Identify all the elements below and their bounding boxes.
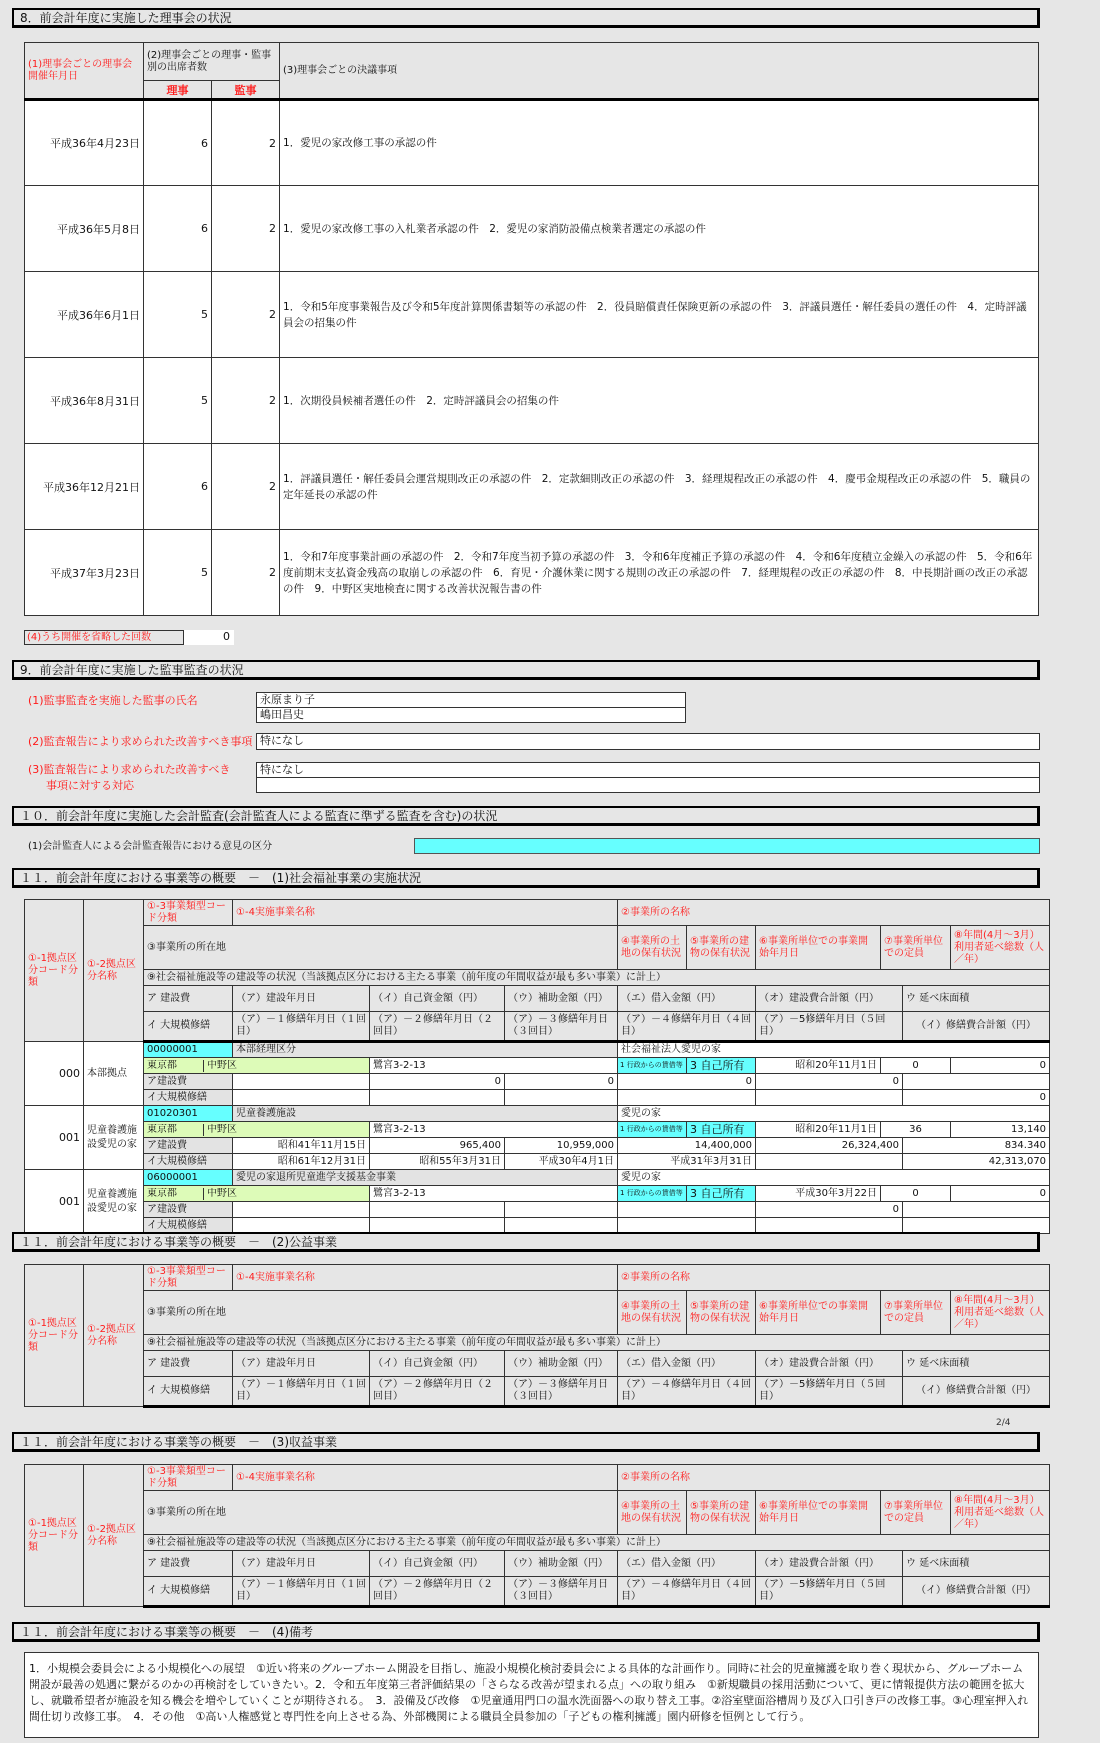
header-construction-total: （オ）建設費合計額（円）: [756, 1551, 903, 1577]
header-resolutions: (3)理事会ごとの決議事項: [280, 43, 1039, 100]
header-repair-4: （ア）－４修繕年月日（４回目）: [618, 1012, 756, 1042]
city: 中野区: [207, 1187, 237, 1199]
repair-date-2: [370, 1090, 505, 1106]
header-capacity: ⑦事業所単位での定員: [881, 1291, 951, 1335]
header-construction-date: （ア）建設年月日: [233, 1551, 370, 1577]
auditors-count: 2: [212, 100, 280, 186]
resolution-items: 1．評議員選任・解任委員会運営規則改正の承認の件 2．定款細則改正の承認の件 3．経理規程改正の承認の件 4．慶弔金規程改正の承認の件 5．職員の定年延長の承認の件: [280, 444, 1039, 530]
business-row: [25, 1170, 1050, 1186]
header-meeting-date: (1)理事会ごとの理事会開催年月日: [25, 43, 144, 100]
audit-opinion-field[interactable]: [414, 838, 1040, 854]
resolution-items: 1．次期役員候補者選任の件 2．定時評議員会の招集の件: [280, 358, 1039, 444]
header-construction-cost: ア 建設費: [144, 986, 233, 1012]
address-street: 鷺宮3-2-13: [370, 1058, 618, 1074]
meeting-row: [25, 444, 1039, 530]
resolution-items: 1．令和5年度事業報告及び令和5年度計算関係書類等の承認の件 2．役員賠償責任保険更新の承認の件 3．評議員選任・解任委員の選任の件 4．定時評議員会の招集の件: [280, 272, 1039, 358]
land-status[interactable]: 1 行政からの賃借等: [618, 1186, 687, 1202]
header-repair-3: （ア）－３修繕年月日（３回目）: [505, 1012, 618, 1042]
meeting-row: [25, 186, 1039, 272]
header-building-status: ⑤事業所の建物の保有状況: [687, 1491, 756, 1535]
improvement-response-label-2: 事項に対する対応: [46, 779, 134, 792]
section-11-3-title: １１．前会計年度における事業等の概要 － (3)収益事業: [12, 1432, 1040, 1452]
header-construction-total: （オ）建設費合計額（円）: [756, 986, 903, 1012]
header-base-code: ①-1拠点区分コード分類: [25, 900, 84, 1042]
header-annual-users: ⑧年間(4月～3月）利用者延べ総数（人／年）: [951, 1291, 1050, 1335]
header-major-repairs: イ 大規模修繕: [144, 1377, 233, 1407]
header-floor-area: ウ 延べ床面積: [903, 986, 1050, 1012]
directors-count: 5: [144, 358, 212, 444]
header-repair-4: （ア）－４修繕年月日（４回目）: [618, 1577, 756, 1607]
business-type-code[interactable]: 06000001: [144, 1170, 233, 1186]
section-9-title: 9．前会計年度に実施した監事監査の状況: [12, 660, 1040, 680]
header-borrowing: （エ）借入金額（円）: [618, 986, 756, 1012]
meeting-row: [25, 272, 1039, 358]
office-name: 愛児の家: [618, 1106, 1050, 1122]
omitted-meetings-value: 0: [183, 630, 234, 645]
meeting-date: 平成36年12月21日: [25, 444, 144, 530]
remarks-box: [24, 1652, 1039, 1738]
section-11-4-title: １１．前会計年度における事業等の概要 － (4)備考: [12, 1622, 1040, 1642]
header-construction-status: ⑨社会福祉施設等の建設等の状況（当該拠点区分における主たる事業（前年度の年間収益が最も多い事業）に計上）: [144, 970, 1050, 986]
directors-count: 6: [144, 444, 212, 530]
repair-date-4: 平成31年3月31日: [618, 1154, 756, 1170]
base-code: 000: [25, 1042, 84, 1106]
header-capacity: ⑦事業所単位での定員: [881, 1491, 951, 1535]
header-repair-1: （ア）－１修繕年月日（１回目）: [233, 1377, 370, 1407]
header-business-name: ①-4実施事業名称: [233, 900, 618, 926]
construction-cost-label: ア建設費: [144, 1138, 233, 1154]
section-11-1-title: １１．前会計年度における事業等の概要 － (1)社会福祉事業の実施状況: [12, 868, 1040, 888]
building-status[interactable]: 3 自己所有: [687, 1122, 756, 1138]
city: 中野区: [207, 1123, 237, 1135]
major-repairs-label: イ大規模修繕: [144, 1090, 233, 1106]
repair-date-3: 平成30年4月1日: [505, 1154, 618, 1170]
auditor-name-2: 嶋田昌史: [256, 707, 686, 723]
header-floor-area: ウ 延べ床面積: [903, 1551, 1050, 1577]
improvement-items-label: (2)監査報告により求められた改善すべき事項: [28, 735, 253, 748]
resolution-items: 1．愛児の家改修工事の承認の件: [280, 100, 1039, 186]
business-row: [25, 1042, 1050, 1058]
business-type-code[interactable]: 01020301: [144, 1106, 233, 1122]
auditors-count: 2: [212, 444, 280, 530]
repair-date-1: 昭和61年12月31日: [233, 1154, 370, 1170]
business-grid: [24, 899, 1050, 1234]
office-name: 愛児の家: [618, 1170, 1050, 1186]
audit-opinion-label: (1)会計監査人による会計監査報告における意見の区分: [28, 841, 273, 852]
header-major-repairs: イ 大規模修繕: [144, 1577, 233, 1607]
building-status[interactable]: 3 自己所有: [687, 1186, 756, 1202]
header-construction-date: （ア）建設年月日: [233, 1351, 370, 1377]
annual-users: 13,140: [951, 1122, 1050, 1138]
start-date: 昭和20年11月1日: [756, 1058, 881, 1074]
board-meetings-table: [24, 42, 1039, 616]
construction-cost-label: ア建設費: [144, 1074, 233, 1090]
major-repairs-label: イ大規模修繕: [144, 1154, 233, 1170]
header-start-date: ⑥事業所単位での事業開始年月日: [756, 1491, 881, 1535]
header-major-repairs: イ 大規模修繕: [144, 1012, 233, 1042]
meeting-date: 平成37年3月23日: [25, 530, 144, 616]
address-street: 鷺宮3-2-13: [370, 1186, 618, 1202]
remarks-text: 1．小規模会委員会による小規模化への展望 ①近い将来のグループホーム開設を目指し、施設小規模化検討委員会による具体的な計画作り。同時に社会的児童擁護を取り巻く現状から、グループホーム開設が最善の処遇に繋がるのかの再検討をしていきたい。2．令和五年度第三者評価結果の「さらなる改善が望まれる点」への取り組み ①新規職員の採用活動について、更に情報提供方法の範囲を拡大し、就職希望者が施設を知る機会を増やしていくことが期待される。 3．設備及び改修 ①児童通用門口の温水洗面器への取り替え工事。②浴室壁面浴槽周り及び入口引き戸の改修工事。③心理室押入れ間仕切り改修工事。 4．その他 ①高い人権感覚と専門性を向上させる為、外部機関による職員全員参加の「子どもの権利擁護」園内研修を恒例として行う。: [29, 1662, 1029, 1723]
resolution-items: 1．愛児の家改修工事の入札業者承認の件 2．愛児の家消防設備点検業者選定の承認の件: [280, 186, 1039, 272]
prefecture: 東京都: [144, 1060, 204, 1072]
own-funds: [370, 1202, 505, 1218]
improvement-response-value: 特になし: [256, 762, 1040, 778]
address-pref-city[interactable]: [144, 1122, 370, 1138]
header-land-status: ④事業所の土地の保有状況: [618, 1491, 687, 1535]
base-name: 本部拠点: [84, 1042, 144, 1106]
header-subsidy: （ウ）補助金額（円）: [505, 986, 618, 1012]
meeting-date: 平成36年5月8日: [25, 186, 144, 272]
omitted-meetings-label: (4)うち開催を省略した回数: [27, 632, 152, 643]
section-8-title: 8．前会計年度に実施した理事会の状況: [12, 8, 1040, 28]
omitted-meetings-field: [24, 630, 234, 645]
header-repair-5: （ア）－5修繕年月日（５回目）: [756, 1377, 903, 1407]
floor-area: 834.340: [903, 1138, 1050, 1154]
construction-date: [233, 1074, 370, 1090]
meeting-row: [25, 530, 1039, 616]
construction-date: 昭和41年11月15日: [233, 1138, 370, 1154]
header-base-code: ①-1拠点区分コード分類: [25, 1465, 84, 1607]
header-repair-1: （ア）－１修繕年月日（１回目）: [233, 1012, 370, 1042]
borrowing: [618, 1202, 756, 1218]
header-building-status: ⑤事業所の建物の保有状況: [687, 926, 756, 970]
auditor-name-1: 永原まり子: [256, 692, 686, 708]
repair-date-1: [233, 1090, 370, 1106]
address-street: 鷺宮3-2-13: [370, 1122, 618, 1138]
repair-date-5: [756, 1154, 903, 1170]
auditors-count: 2: [212, 530, 280, 616]
header-construction-status: ⑨社会福祉施設等の建設等の状況（当該拠点区分における主たる事業（前年度の年間収益が最も多い事業）に計上）: [144, 1335, 1050, 1351]
office-name: 社会福祉法人愛児の家: [618, 1042, 1050, 1058]
directors-count: 6: [144, 186, 212, 272]
header-repair-total: （イ）修繕費合計額（円）: [903, 1577, 1050, 1607]
header-office-name: ②事業所の名称: [618, 1265, 1050, 1291]
repair-date-2: 昭和55年3月31日: [370, 1154, 505, 1170]
header-business-type-code: ①-3事業類型コード分類: [144, 900, 233, 926]
directors-count: 5: [144, 272, 212, 358]
address-pref-city[interactable]: [144, 1058, 370, 1074]
repair-date-4: [618, 1090, 756, 1106]
floor-area: [903, 1202, 1050, 1218]
header-construction-total: （オ）建設費合計額（円）: [756, 1351, 903, 1377]
auditors-count: 2: [212, 186, 280, 272]
header-repair-4: （ア）－４修繕年月日（４回目）: [618, 1377, 756, 1407]
header-repair-5: （ア）－5修繕年月日（５回目）: [756, 1577, 903, 1607]
business-name: 本部経理区分: [233, 1042, 618, 1058]
header-annual-users: ⑧年間(4月～3月）利用者延べ総数（人／年）: [951, 1491, 1050, 1535]
base-name: 児童養護施設愛児の家: [84, 1106, 144, 1170]
header-repair-2: （ア）－２修繕年月日（２回目）: [370, 1577, 505, 1607]
header-business-name: ①-4実施事業名称: [233, 1265, 618, 1291]
header-floor-area: ウ 延べ床面積: [903, 1351, 1050, 1377]
header-borrowing: （エ）借入金額（円）: [618, 1551, 756, 1577]
meeting-row: [25, 100, 1039, 186]
meeting-date: 平成36年8月31日: [25, 358, 144, 444]
header-repair-5: （ア）－5修繕年月日（５回目）: [756, 1012, 903, 1042]
auditor-names-label: (1)監事監査を実施した監事の氏名: [28, 694, 198, 707]
base-code: 001: [25, 1106, 84, 1170]
repair-total: 0: [903, 1090, 1050, 1106]
header-repair-total: （イ）修繕費合計額（円）: [903, 1377, 1050, 1407]
header-building-status: ⑤事業所の建物の保有状況: [687, 1291, 756, 1335]
header-repair-3: （ア）－３修繕年月日（３回目）: [505, 1577, 618, 1607]
prefecture: 東京都: [144, 1124, 204, 1136]
header-own-funds: （イ）自己資金額（円）: [370, 986, 505, 1012]
header-repair-total: （イ）修繕費合計額（円）: [903, 1012, 1050, 1042]
directors-count: 5: [144, 530, 212, 616]
city: 中野区: [207, 1059, 237, 1071]
building-status[interactable]: 3 自己所有: [687, 1058, 756, 1074]
improvement-items-value: 特になし: [256, 733, 1040, 750]
construction-date: [233, 1202, 370, 1218]
header-business-type-code: ①-3事業類型コード分類: [144, 1465, 233, 1491]
meeting-row: [25, 358, 1039, 444]
construction-cost-label: ア建設費: [144, 1202, 233, 1218]
business-grid: [24, 1464, 1050, 1608]
meeting-date: 平成36年4月23日: [25, 100, 144, 186]
header-capacity: ⑦事業所単位での定員: [881, 926, 951, 970]
annual-users: 0: [951, 1186, 1050, 1202]
construction-total: 26,324,400: [756, 1138, 903, 1154]
meeting-date: 平成36年6月1日: [25, 272, 144, 358]
subsidy: [505, 1202, 618, 1218]
header-office-address: ③事業所の所在地: [144, 1291, 618, 1335]
own-funds: 965,400: [370, 1138, 505, 1154]
page-number: 2/4: [996, 1418, 1011, 1428]
header-auditors: 監事: [212, 81, 280, 100]
section-10-title: １０．前会計年度に実施した会計監査(会計監査人による監査に準ずる監査を含む)の状況: [12, 806, 1040, 826]
header-office-name: ②事業所の名称: [618, 1465, 1050, 1491]
header-office-address: ③事業所の所在地: [144, 1491, 618, 1535]
construction-total: 0: [756, 1202, 903, 1218]
header-office-address: ③事業所の所在地: [144, 926, 618, 970]
start-date: 平成30年3月22日: [756, 1186, 881, 1202]
address-pref-city[interactable]: [144, 1186, 370, 1202]
header-base-code: ①-1拠点区分コード分類: [25, 1265, 84, 1407]
borrowing: 0: [618, 1074, 756, 1090]
header-business-type-code: ①-3事業類型コード分類: [144, 1265, 233, 1291]
capacity: 0: [881, 1186, 951, 1202]
prefecture: 東京都: [144, 1188, 204, 1200]
business-type-code[interactable]: 00000001: [144, 1042, 233, 1058]
header-construction-date: （ア）建設年月日: [233, 986, 370, 1012]
subsidy: 10,959,000: [505, 1138, 618, 1154]
land-status[interactable]: 1 行政からの賃借等: [618, 1058, 687, 1074]
header-repair-2: （ア）－２修繕年月日（２回目）: [370, 1012, 505, 1042]
business-name: 児童養護施設: [233, 1106, 618, 1122]
header-base-name: ①-2拠点区分名称: [84, 1465, 144, 1607]
start-date: 昭和20年11月1日: [756, 1122, 881, 1138]
directors-count: 6: [144, 100, 212, 186]
resolution-items: 1．令和7年度事業計画の承認の件 2．令和7年度当初予算の承認の件 3．令和6年度補正予算の承認の件 4．令和6年度積立金繰入の承認の件 5．令和6年度前期末支払資金残高の取崩しの承認の件 6．育児・介護休業に関する規則の改正の承認の件 7．経理規程の改正の承認の件 8．中長期計画の改正の承認の件 9．中野区実地検査に関する改善状況報告書の件: [280, 530, 1039, 616]
header-base-name: ①-2拠点区分名称: [84, 900, 144, 1042]
repair-date-5: [756, 1090, 903, 1106]
auditors-count: 2: [212, 272, 280, 358]
section-11-2-title: １１．前会計年度における事業等の概要 － (2)公益事業: [12, 1232, 1040, 1252]
base-name: 児童養護施設愛児の家: [84, 1170, 144, 1234]
header-own-funds: （イ）自己資金額（円）: [370, 1351, 505, 1377]
capacity: 36: [881, 1122, 951, 1138]
land-status[interactable]: 1 行政からの賃借等: [618, 1122, 687, 1138]
header-annual-users: ⑧年間(4月～3月）利用者延べ総数（人／年）: [951, 926, 1050, 970]
header-office-name: ②事業所の名称: [618, 900, 1050, 926]
capacity: 0: [881, 1058, 951, 1074]
construction-total: 0: [756, 1074, 903, 1090]
header-directors: 理事: [144, 81, 212, 100]
own-funds: 0: [370, 1074, 505, 1090]
header-borrowing: （エ）借入金額（円）: [618, 1351, 756, 1377]
auditors-count: 2: [212, 358, 280, 444]
header-start-date: ⑥事業所単位での事業開始年月日: [756, 926, 881, 970]
improvement-response-value-2: [256, 777, 1040, 793]
header-repair-1: （ア）－１修繕年月日（１回目）: [233, 1577, 370, 1607]
header-repair-3: （ア）－３修繕年月日（３回目）: [505, 1377, 618, 1407]
subsidy: 0: [505, 1074, 618, 1090]
header-subsidy: （ウ）補助金額（円）: [505, 1551, 618, 1577]
business-name: 愛児の家退所児童進学支援基金事業: [233, 1170, 618, 1186]
header-land-status: ④事業所の土地の保有状況: [618, 926, 687, 970]
floor-area: [903, 1074, 1050, 1090]
header-start-date: ⑥事業所単位での事業開始年月日: [756, 1291, 881, 1335]
header-construction-status: ⑨社会福祉施設等の建設等の状況（当該拠点区分における主たる事業（前年度の年間収益が最も多い事業）に計上）: [144, 1535, 1050, 1551]
header-base-name: ①-2拠点区分名称: [84, 1265, 144, 1407]
repair-date-3: [505, 1090, 618, 1106]
header-land-status: ④事業所の土地の保有状況: [618, 1291, 687, 1335]
borrowing: 14,400,000: [618, 1138, 756, 1154]
header-attendance: (2)理事会ごとの理事・監事別の出席者数: [144, 43, 280, 81]
header-business-name: ①-4実施事業名称: [233, 1465, 618, 1491]
base-code: 001: [25, 1170, 84, 1234]
header-construction-cost: ア 建設費: [144, 1351, 233, 1377]
header-subsidy: （ウ）補助金額（円）: [505, 1351, 618, 1377]
business-row: [25, 1106, 1050, 1122]
header-construction-cost: ア 建設費: [144, 1551, 233, 1577]
improvement-response-label-1: (3)監査報告により求められた改善すべき: [28, 763, 231, 776]
business-grid: [24, 1264, 1050, 1408]
repair-total: 42,313,070: [903, 1154, 1050, 1170]
header-repair-2: （ア）－２修繕年月日（２回目）: [370, 1377, 505, 1407]
major-repairs-label: イ大規模修繕: [144, 1218, 233, 1234]
header-own-funds: （イ）自己資金額（円）: [370, 1551, 505, 1577]
annual-users: 0: [951, 1058, 1050, 1074]
